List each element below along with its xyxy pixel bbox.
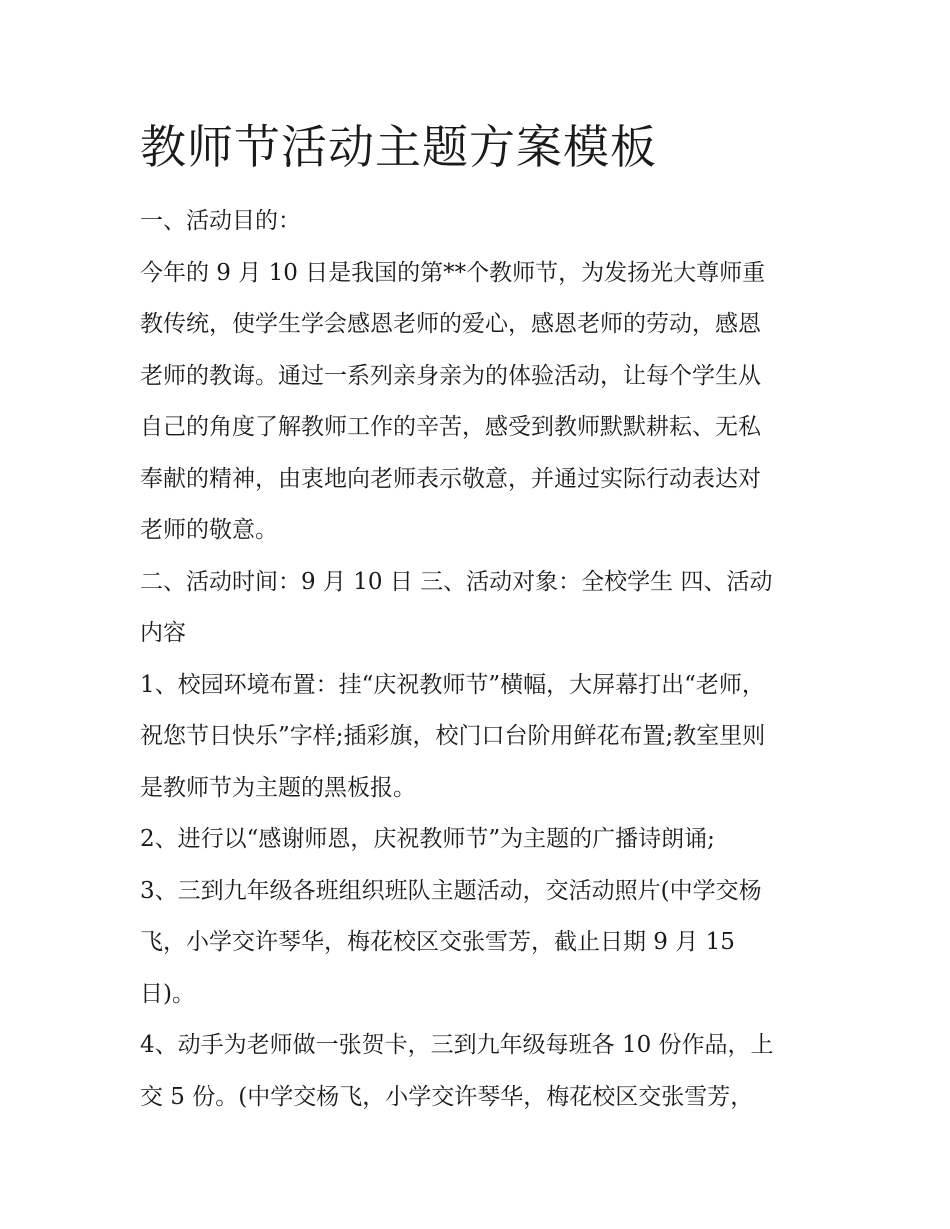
paragraph-line: 老师的教诲。通过一系列亲身亲为的体验活动，让每个学生从	[140, 362, 761, 389]
document-body	[140, 196, 812, 1123]
section-heading-purpose: 一、活动目的：	[140, 208, 301, 234]
list-item-line: 祝您节日快乐”字样;插彩旗，校门口台阶用鲜花布置;教室里则	[140, 723, 766, 749]
paragraph-line: 奉献的精神，由衷地向老师表示敬意，并通过实际行动表达对	[140, 465, 761, 492]
list-item-line: 飞，小学交许琴华，梅花校区交张雪芳，截止日期 9 月 15	[140, 929, 735, 955]
document-title: 教师节活动主题方案模板	[140, 120, 657, 174]
list-item-line: 1、校园环境布置：挂“庆祝教师节”横幅，大屏幕打出“老师，	[140, 671, 765, 698]
paragraph-line: 老师的敬意。	[140, 517, 278, 543]
list-item-line: 交 5 份。(中学交杨飞，小学交许琴华，梅花校区交张雪芳，	[140, 1083, 754, 1110]
section-heading-content: 内容	[140, 620, 186, 646]
paragraph-line: 教传统，使学生学会感恩老师的爱心，感恩老师的劳动，感恩	[140, 311, 761, 337]
document-page	[140, 112, 812, 1123]
section-heading-time: 二、活动时间：9 月 10 日 三、活动对象：全校学生 四、活动	[140, 568, 773, 595]
list-item-line: 3、三到九年级各班组织班队主题活动，交活动照片(中学交杨	[140, 877, 762, 904]
list-item-line: 日)。	[140, 980, 195, 1007]
paragraph-line: 今年的 9 月 10 日是我国的第**个教师节，为发扬光大尊师重	[140, 259, 766, 286]
list-item-line: 是教师节为主题的黑板报。	[140, 774, 416, 801]
list-item-line: 2、进行以“感谢师恩，庆祝教师节”为主题的广播诗朗诵;	[140, 826, 715, 852]
paragraph-line: 自己的角度了解教师工作的辛苦，感受到教师默默耕耘、无私	[140, 414, 761, 440]
list-item-line: 4、动手为老师做一张贺卡，三到九年级每班各 10 份作品，上	[140, 1032, 774, 1058]
